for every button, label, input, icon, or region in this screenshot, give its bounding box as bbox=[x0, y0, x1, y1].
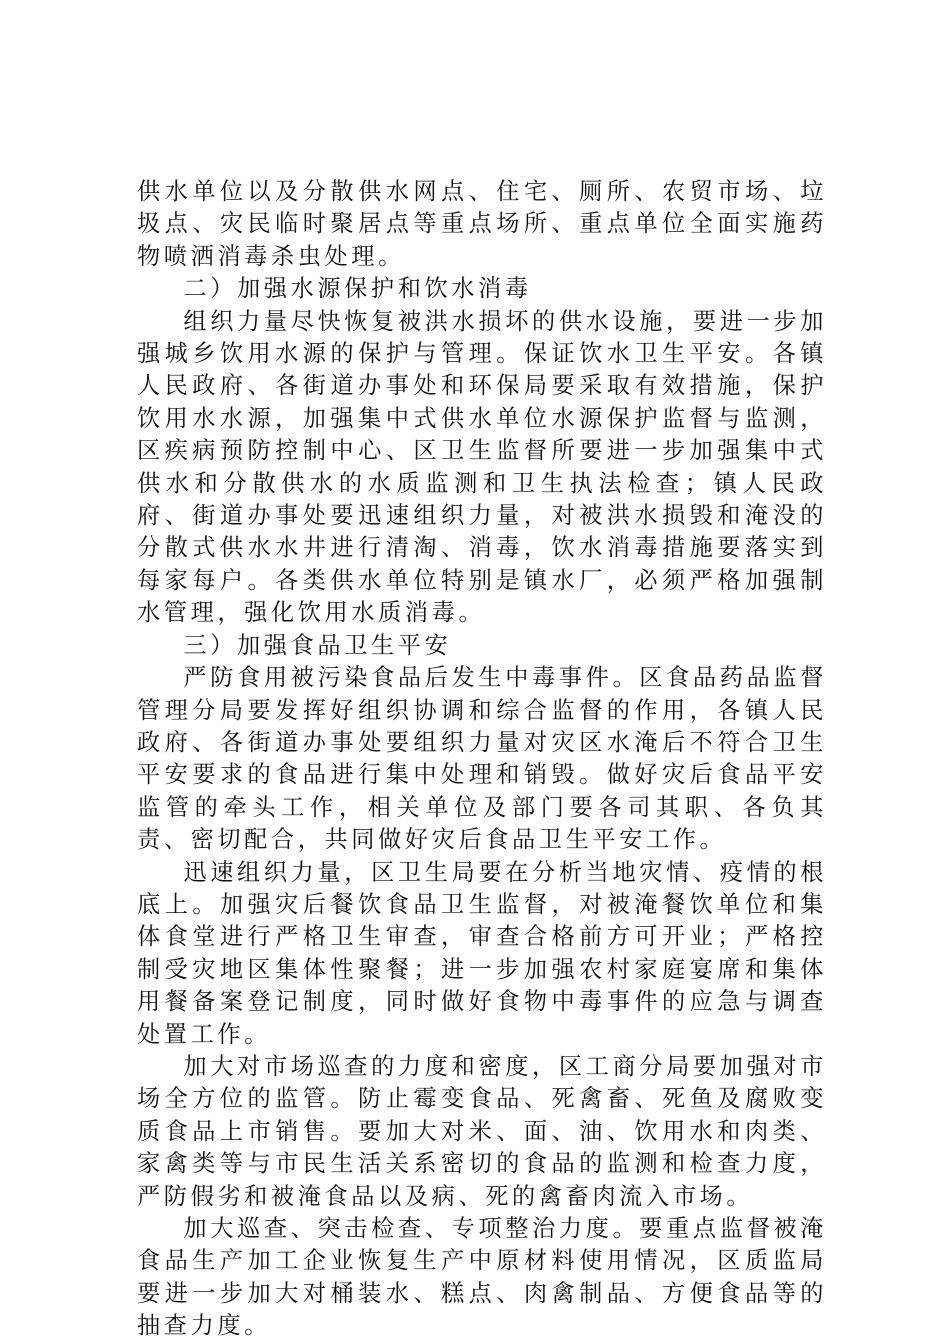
paragraph-special-inspection: 加大巡查、突击检查、专项整治力度。要重点监督被淹食品生产加工企业恢复生产中原材料使用情况，区质监局要进一步加大对桶装水、糕点、肉禽制品、方便食品等的抽查力度。 bbox=[137, 1215, 827, 1340]
section-heading-water: 二）加强水源保护和饮水消毒 bbox=[183, 275, 532, 303]
paragraph-catering-supervision: 迅速组织力量，区卫生局要在分析当地灾情、疫情的根底上。加强灾后餐饮食品卫生监督，对被淹餐饮单位和集体食堂进行严格卫生审查，审查合格前方可开业；严格控制受灾地区集体性聚餐；进一步加强农村家庭宴席和集体用餐备案登记制度，同时做好食物中毒事件的应急与调查处置工作。 bbox=[137, 858, 827, 1048]
paragraph-market-inspection: 加大对市场巡查的力度和密度，区工商分局要加强对市场全方位的监管。防止霉变食品、死禽畜、死鱼及腐败变质食品上市销售。要加大对米、面、油、饮用水和肉类、家禽类等与市民生活关系密切的食品的监测和检查力度，严防假劣和被淹食品以及病、死的禽畜肉流入市场。 bbox=[137, 1052, 827, 1210]
document-body bbox=[137, 176, 827, 1343]
paragraph-food-poisoning: 严防食用被污染食品后发生中毒事件。区食品药品监督管理分局要发挥好组织协调和综合监督的作用，各镇人民政府、各街道办事处要组织力量对灾区水淹后不符合卫生平安要求的食品进行集中处理和销毁。做好灾后食品平安监管的牵头工作，相关单位及部门要各司其职、各负其责、密切配合，共同做好灾后食品卫生平安工作。 bbox=[137, 664, 827, 854]
paragraph-continued: 供水单位以及分散供水网点、住宅、厕所、农贸市场、垃圾点、灾民临时聚居点等重点场所、重点单位全面实施药物喷洒消毒杀虫处理。 bbox=[137, 178, 827, 270]
section-heading-food: 三）加强食品卫生平安 bbox=[183, 631, 452, 659]
paragraph-water-protection: 组织力量尽快恢复被洪水损坏的供水设施，要进一步加强城乡饮用水源的保护与管理。保证饮水卫生平安。各镇人民政府、各街道办事处和环保局要采取有效措施，保护饮用水水源，加强集中式供水单位水源保护监督与监测，区疾病预防控制中心、区卫生监督所要进一步加强集中式供水和分散供水的水质监测和卫生执法检查；镇人民政府、街道办事处要迅速组织力量，对被洪水损毁和淹没的分散式供水水井进行清淘、消毒，饮水消毒措施要落实到每家每户。各类供水单位特别是镇水厂，必须严格加强制水管理，强化饮用水质消毒。 bbox=[137, 307, 827, 627]
